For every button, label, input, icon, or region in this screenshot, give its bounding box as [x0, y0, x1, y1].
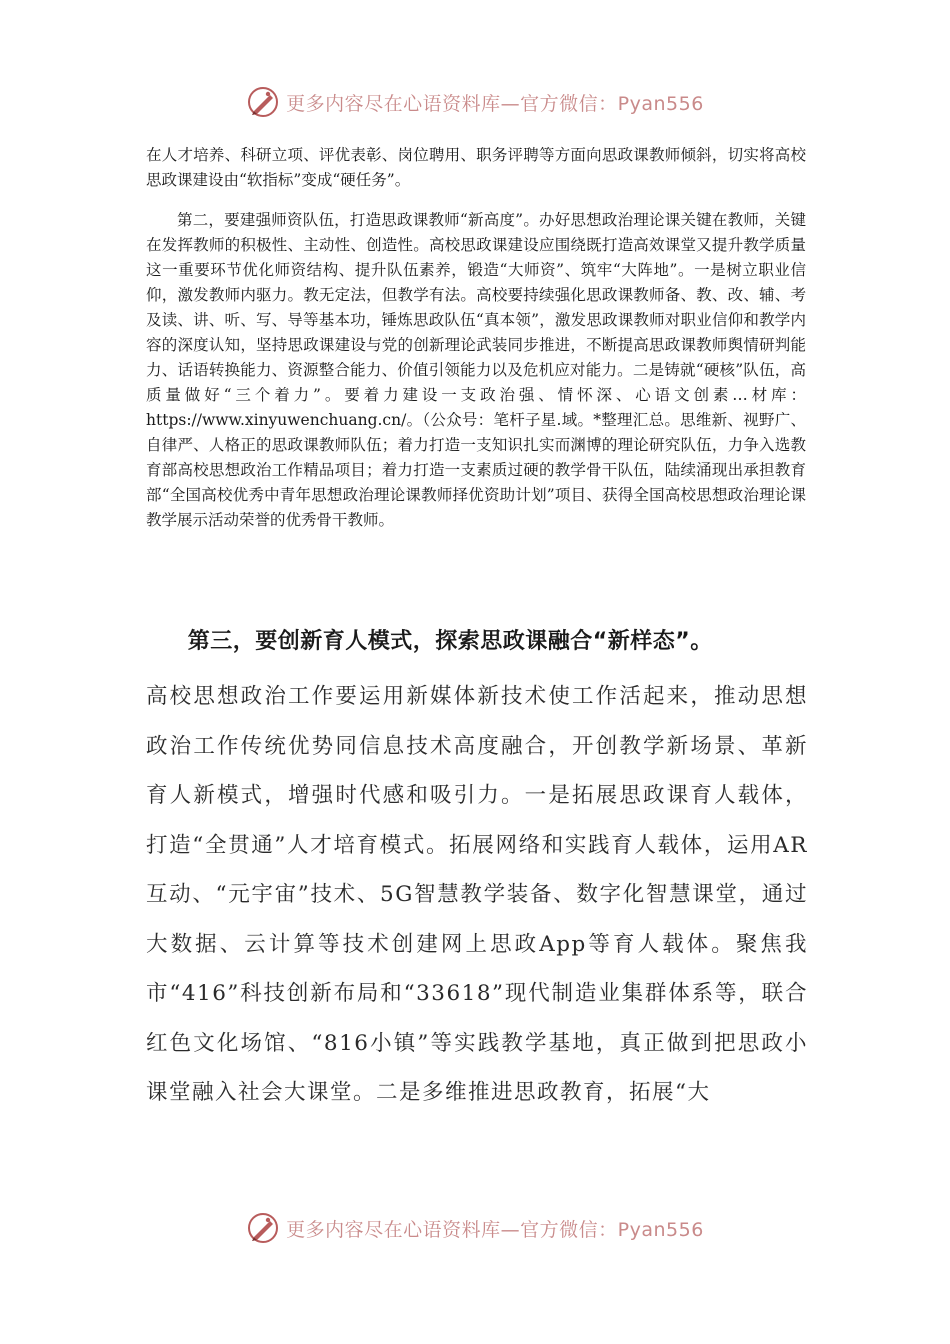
header-watermark [0, 82, 950, 122]
paragraph-3-text: 高校思想政治工作要运用新媒体新技术使工作活起来，推动思想政治工作传统优势同信息技术高度融合，开创教学新场景、革新育人新模式，增强时代感和吸引力。一是拓展思政课育人载体，打造“全贯通”人才培育模式。拓展网络和实践育人载体，运用AR互动、“元宇宙”技术、5G智慧教学装备、数字化智慧课堂，通过大数据、云计算等技术创建网上思政App等育人载体。聚焦我市“416”科技创新布局和“33618”现代制造业集群体系等，联合红色文化场馆、“816小镇”等实践教学基地，真正做到把思政小课堂融入社会大课堂。二是多维推进思政教育，拓展“大 [146, 684, 808, 1105]
paragraph-2-text: 第二，要建强师资队伍，打造思政课教师“新高度”。办好思想政治理论课关键在教师，关键在发挥教师的积极性、主动性、创造性。高校思政课建设应围绕既打造高效课堂又提升教学质量这一重要环节优化师资结构、提升队伍素养，锻造“大师资”、筑牢“大阵地”。一是树立职业信仰，激发教师内驱力。教无定法，但教学有法。高校要持续强化思政课教师备、教、改、辅、考及读、讲、听、写、导等基本功，锤炼思政队伍“真本领”，激发思政课教师对职业信仰和教学内容的深度认知，坚持思政课建设与党的创新理论武装同步推进，不断提高思政课教师舆情研判能力、话语转换能力、资源整合能力、价值引领能力以及危机应对能力。二是铸就“硬核”队伍，高质量做好“三个着力”。要着力建设一支政治强、情怀深、心语文创素…材库：https://www.xinyuwenchuang.cn/。（公众号：笔杆子星.域。*整理汇总。思维新、视野广、自律严、人格正的思政课教师队伍；着力打造一支知识扎实而渊博的理论研究队伍，力争入选教育部高校思想政治工作精品项目；着力打造一支素质过硬的教学骨干队伍，陆续涌现出承担教育部“全国高校优秀中青年思想政治理论课教师择优资助计划”项目、获得全国高校思想政治理论课教学展示活动荣誉的优秀骨干教师。 [146, 211, 806, 529]
paragraph-3 [146, 672, 808, 1118]
footer-watermark-text: 更多内容尽在心语资料库—官方微信：Pyan556 [286, 1218, 704, 1241]
footer-watermark [0, 1208, 950, 1248]
paragraph-1 [146, 143, 806, 193]
pen-logo-icon [246, 1211, 280, 1245]
paragraph-2 [146, 208, 806, 533]
paragraph-1-text: 在人才培养、科研立项、评优表彰、岗位聘用、职务评聘等方面向思政课教师倾斜，切实将高校思政课建设由“软指标”变成“硬任务”。 [146, 146, 806, 189]
section-heading-3: 第三，要创新育人模式，探索思政课融合“新样态”。 [187, 629, 713, 654]
header-watermark-text: 更多内容尽在心语资料库—官方微信：Pyan556 [286, 92, 704, 115]
pen-logo-icon [246, 85, 280, 119]
